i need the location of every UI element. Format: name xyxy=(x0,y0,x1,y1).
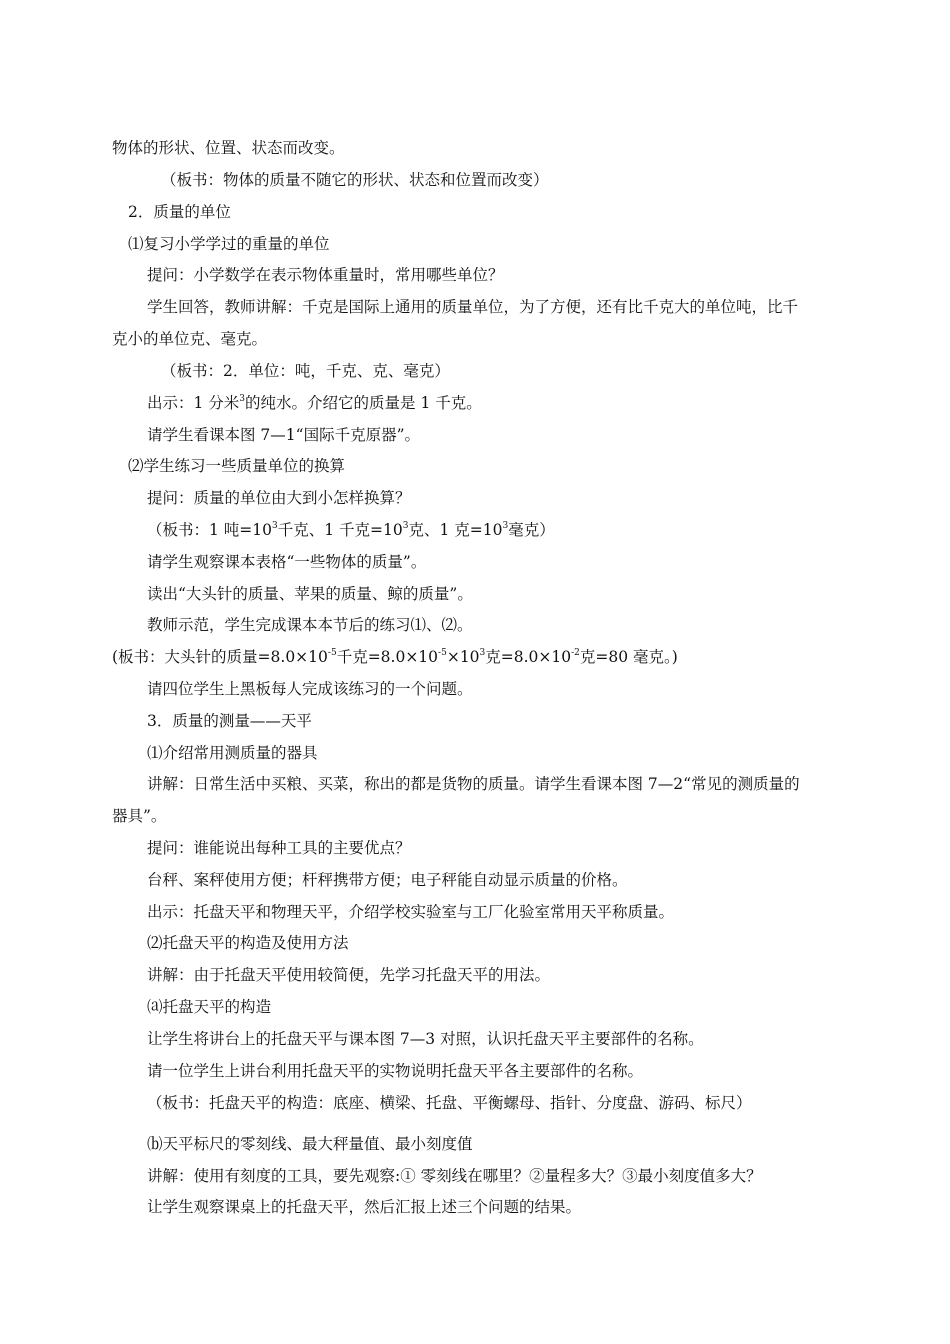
text-line: 物体的形状、位置、状态而改变。 xyxy=(112,139,345,157)
superscript: 3 xyxy=(502,521,509,531)
text-line xyxy=(147,392,482,414)
superscript: 3 xyxy=(479,648,486,658)
text-segment: 千克、1 千克=10 xyxy=(277,521,403,539)
text-line: 台秤、案秤使用方便；杆秤携带方便；电子秤能自动显示质量的价格。 xyxy=(147,871,628,889)
text-line: 让学生将讲台上的托盘天平与课本图 7—3 对照，认识托盘天平主要部件的名称。 xyxy=(147,1030,704,1048)
subsection-heading: ⑵托盘天平的构造及使用方法 xyxy=(147,934,349,952)
superscript: -5 xyxy=(438,648,447,658)
text-segment: 克=80 毫克。) xyxy=(579,648,678,666)
section-heading: 3．质量的测量——天平 xyxy=(147,712,312,730)
blackboard-note: （板书：托盘天平的构造：底座、横梁、托盘、平衡螺母、指针、分度盘、游码、标尺） xyxy=(147,1094,752,1112)
text-line: 讲解：使用有刻度的工具，要先观察:① 零刻线在哪里？②量程多大？③最小刻度值多大？ xyxy=(147,1167,762,1185)
text-segment: 毫克） xyxy=(508,521,555,539)
text-segment: 出示：1 分米 xyxy=(147,394,240,412)
superscript: 3 xyxy=(272,521,278,531)
blackboard-note xyxy=(112,646,678,668)
text-line: 请一位学生上讲台利用托盘天平的实物说明托盘天平各主要部件的名称。 xyxy=(147,1062,644,1080)
text-line: 请学生看课本图 7—1“国际千克原器”。 xyxy=(147,426,420,444)
text-line: 提问：质量的单位由大到小怎样换算？ xyxy=(147,489,411,507)
text-line: 请学生观察课本表格“一些物体的质量”。 xyxy=(147,553,427,571)
superscript: 3 xyxy=(239,394,246,404)
subsection-heading: ⒜托盘天平的构造 xyxy=(147,998,272,1016)
text-line: 让学生观察课桌上的托盘天平，然后汇报上述三个问题的结果。 xyxy=(147,1198,582,1216)
text-line: 出示：托盘天平和物理天平，介绍学校实验室与工厂化验室常用天平称质量。 xyxy=(147,903,675,921)
text-line: 教师示范，学生完成课本本节后的练习⑴、⑵。 xyxy=(147,616,473,634)
text-line: 克小的单位克、毫克。 xyxy=(112,330,268,348)
text-line: 提问：小学数学在表示物体重量时，常用哪些单位？ xyxy=(147,266,504,284)
text-line: 讲解：日常生活中买粮、买菜，称出的都是货物的质量。请学生看课本图 7—2“常见的测质量的 xyxy=(147,775,800,793)
superscript: -2 xyxy=(571,648,580,658)
text-line: 器具”。 xyxy=(112,807,167,825)
blackboard-note: （板书：物体的质量不随它的形状、状态和位置而改变） xyxy=(161,171,549,189)
blackboard-note: （板书：2．单位：吨，千克、克、毫克） xyxy=(161,362,450,380)
text-line: 讲解：由于托盘天平使用较简便，先学习托盘天平的用法。 xyxy=(147,966,551,984)
text-line: 学生回答，教师讲解：千克是国际上通用的质量单位，为了方便，还有比千克大的单位吨，比千 xyxy=(147,298,799,316)
text-line: 提问：谁能说出每种工具的主要优点？ xyxy=(147,839,411,857)
text-segment: (板书：大头针的质量=8.0×10 xyxy=(112,648,328,666)
superscript: -5 xyxy=(327,648,337,658)
text-segment: （板书：1 吨=10 xyxy=(147,521,272,539)
text-segment: ×10 xyxy=(446,648,480,666)
subsection-heading: ⑵学生练习一些质量单位的换算 xyxy=(128,457,346,475)
text-segment: 克、1 克=10 xyxy=(408,521,503,539)
text-segment: 克=8.0×10 xyxy=(485,648,572,666)
subsection-heading: ⑴介绍常用测质量的器具 xyxy=(147,744,318,762)
text-line: 请四位学生上黑板每人完成该练习的一个问题。 xyxy=(147,680,473,698)
text-segment: 的纯水。介绍它的质量是 1 千克。 xyxy=(245,394,482,412)
superscript: 3 xyxy=(402,521,409,531)
text-segment: 千克=8.0×10 xyxy=(336,648,439,666)
blackboard-note xyxy=(147,519,555,541)
text-line: 读出“大头针的质量、苹果的质量、鲸的质量”。 xyxy=(147,585,473,603)
subsection-heading: ⑴复习小学学过的重量的单位 xyxy=(128,235,330,253)
section-heading: 2．质量的单位 xyxy=(128,203,231,221)
subsection-heading: ⒝天平标尺的零刻线、最大秤量值、最小刻度值 xyxy=(147,1135,473,1153)
